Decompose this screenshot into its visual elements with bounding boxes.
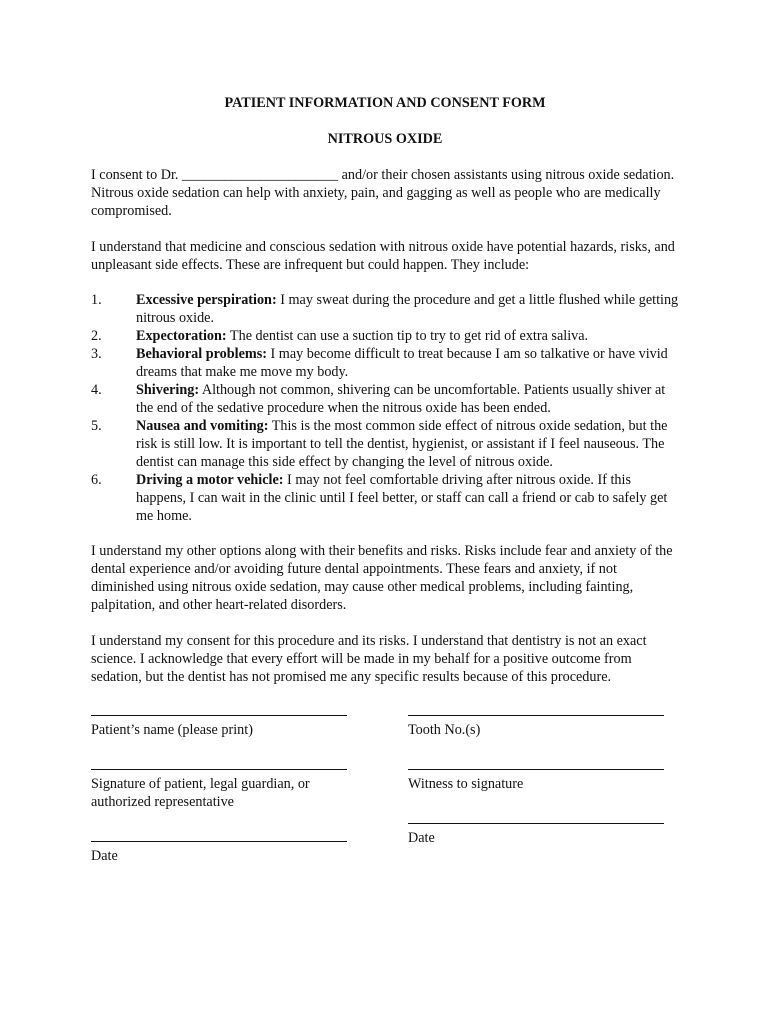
witness-date-line[interactable]: [408, 823, 664, 824]
list-number: 6.: [91, 472, 102, 488]
side-effect-label: Behavioral problems:: [136, 346, 267, 362]
side-effect-label: Driving a motor vehicle:: [136, 472, 284, 488]
tooth-number-label: Tooth No.(s): [408, 722, 481, 738]
witness-date-label: Date: [408, 830, 435, 846]
list-item: [91, 471, 691, 525]
side-effect-text: This is the most common side effect of nitrous oxide sedation, but the risk is still low. It is important to tell the dentist, hygienist, or assistant if I feel nauseous. The dentist can manage this side effect by changing the level of nitrous oxide.: [136, 418, 668, 470]
list-number: 4.: [91, 382, 102, 398]
consent-paragraph: I understand my consent for this procedure and its risks. I understand that dentistry is not an exact science. I acknowledge that every effort will be made in my behalf for a positive outcome from sedation, but the dentist has not promised me any specific results because of this procedure.: [91, 633, 647, 685]
side-effect-text: I may sweat during the procedure and get a little flushed while getting nitrous oxide.: [136, 292, 679, 326]
side-effect-label: Nausea and vomiting:: [136, 418, 269, 434]
patient-name-label: Patient’s name (please print): [91, 722, 253, 738]
list-item: [91, 327, 691, 345]
list-item: [91, 345, 691, 381]
list-item: [91, 417, 691, 471]
side-effect-text: The dentist can use a suction tip to try to get rid of extra saliva.: [226, 328, 589, 344]
side-effect-text: Although not common, shivering can be uncomfortable. Patients usually shiver at the end of the sedative procedure when the nitrous oxide has been ended.: [136, 382, 666, 416]
witness-label: Witness to signature: [408, 776, 524, 792]
list-item: [91, 381, 691, 417]
risks-paragraph: I understand that medicine and conscious sedation with nitrous oxide have potential hazards, risks, and unpleasant side effects. These are infrequent but could happen. They include:: [91, 239, 675, 273]
list-item: [91, 291, 691, 327]
signature-label: Signature of patient, legal guardian, or authorized representative: [91, 776, 310, 810]
form-title: PATIENT INFORMATION AND CONSENT FORM: [224, 95, 546, 111]
date-line[interactable]: [91, 841, 347, 842]
side-effect-label: Excessive perspiration:: [136, 292, 277, 308]
side-effect-label: Shivering:: [136, 382, 200, 398]
patient-name-line[interactable]: [91, 715, 347, 716]
list-number: 5.: [91, 418, 102, 434]
side-effects-list: [91, 291, 691, 525]
side-effect-label: Expectoration:: [136, 328, 227, 344]
side-effect-text: I may become difficult to treat because I am so talkative or have vivid dreams that make me move my body.: [136, 346, 668, 380]
list-number: 2.: [91, 328, 102, 344]
tooth-number-line[interactable]: [408, 715, 664, 716]
witness-line[interactable]: [408, 769, 664, 770]
signature-line[interactable]: [91, 769, 347, 770]
date-label: Date: [91, 848, 118, 864]
list-number: 1.: [91, 292, 102, 308]
other-options-paragraph: I understand my other options along with their benefits and risks. Risks include fear and anxiety of the dental experience and/or avoiding future dental appointments. These fears and anxiety, if not diminished using nitrous oxide sedation, may cause other medical problems, including fainting, palpitation, and other heart-related disorders.: [91, 543, 673, 613]
intro-paragraph: I consent to Dr. ______________________ and/or their chosen assistants using nitrous oxide sedation. Nitrous oxide sedation can help with anxiety, pain, and gagging as well as people who are medically compromised.: [91, 167, 675, 219]
list-number: 3.: [91, 346, 102, 362]
form-subtitle: NITROUS OXIDE: [327, 131, 443, 147]
side-effect-text: I may not feel comfortable driving after nitrous oxide. If this happens, I can wait in the clinic until I feel better, or staff can call a friend or cab to safely get me home.: [136, 472, 668, 524]
